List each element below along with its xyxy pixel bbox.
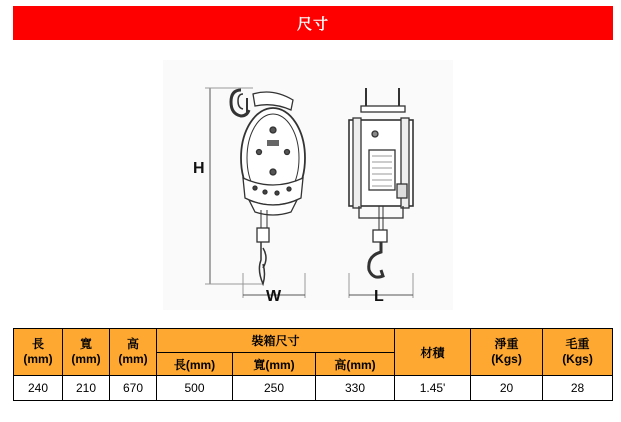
col-pack-length-header: 長(mm)	[157, 353, 233, 376]
side-view	[349, 88, 413, 277]
length-label: L	[374, 288, 384, 305]
cell-pack-length: 500	[157, 376, 233, 401]
col-net-weight-header	[471, 329, 543, 376]
col-packing-header: 裝箱尺寸	[157, 329, 395, 353]
col-length-header	[14, 329, 63, 376]
col-net-weight-unit: (Kgs)	[491, 352, 522, 366]
col-gross-weight-header	[543, 329, 613, 376]
spec-table	[13, 328, 613, 401]
col-volume-header: 材積	[395, 329, 471, 376]
cell-net-weight: 20	[471, 376, 543, 401]
cell-pack-height: 330	[316, 376, 395, 401]
cell-height: 670	[110, 376, 157, 401]
hoist-dimension-drawing	[163, 60, 453, 310]
section-title: 尺寸	[296, 14, 329, 33]
cell-width: 210	[63, 376, 110, 401]
col-height-header	[110, 329, 157, 376]
width-label: W	[266, 288, 282, 305]
cell-gross-weight: 28	[543, 376, 613, 401]
front-view	[231, 90, 305, 284]
col-length-unit: (mm)	[23, 352, 53, 366]
col-length-label: 長	[31, 337, 44, 351]
col-width-label: 寬	[79, 337, 92, 351]
cell-volume: 1.45'	[395, 376, 471, 401]
col-gross-weight-label: 毛重	[565, 337, 590, 351]
col-width-unit: (mm)	[71, 352, 101, 366]
col-gross-weight-unit: (Kgs)	[562, 352, 593, 366]
height-label: H	[193, 160, 205, 177]
col-net-weight-label: 淨重	[494, 337, 519, 351]
col-width-header	[63, 329, 110, 376]
section-title-banner	[13, 6, 613, 40]
cell-pack-width: 250	[233, 376, 316, 401]
col-pack-height-header: 高(mm)	[316, 353, 395, 376]
col-pack-width-header: 寬(mm)	[233, 353, 316, 376]
table-row	[14, 376, 613, 401]
cell-length: 240	[14, 376, 63, 401]
hoist-diagram	[163, 60, 453, 310]
col-height-label: 高	[126, 337, 139, 351]
col-height-unit: (mm)	[118, 352, 148, 366]
